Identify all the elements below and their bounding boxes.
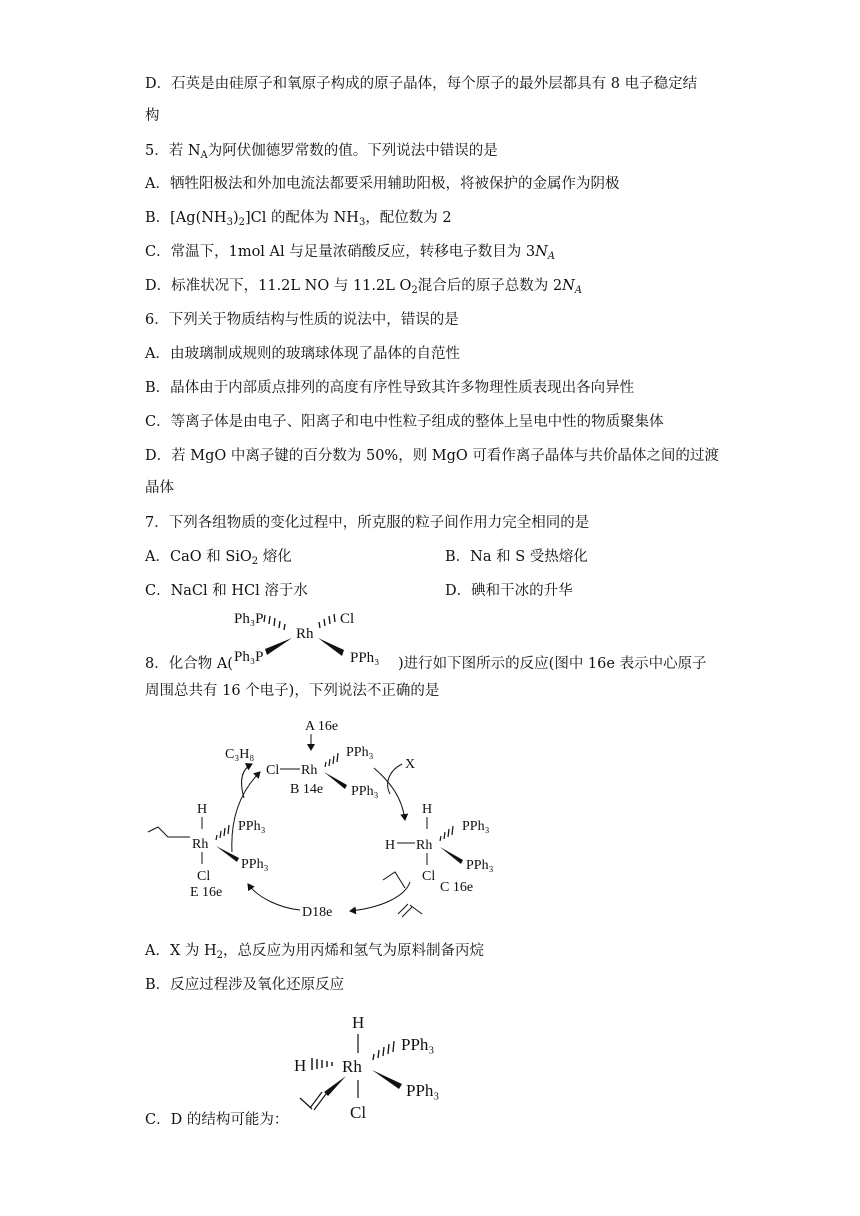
- compound-a-structure: [232, 606, 398, 668]
- a-cl: Cl: [340, 611, 355, 627]
- cycle-arrow-e-to-b: [232, 772, 260, 852]
- cycle-c-pph3-bottom: PPh₃: [466, 858, 494, 873]
- cycle-b-pph3-bottom: PPh₃: [351, 784, 379, 799]
- cycle-c-pph3-top: PPh₃: [462, 819, 490, 834]
- a-hashed-bond-right: [319, 614, 335, 628]
- q6-option-d-line1: D．若 MgO 中离子键的百分数为 50%，则 MgO 可看作离子晶体与共价晶体之间的过渡: [145, 448, 719, 464]
- q5-option-b: B．$[Ag(NH_3)_2]Cl$ 的配体为 $NH_3$，配位数为 2: [145, 210, 452, 228]
- q8-stem-line2: 周围总共有 16 个电子)，下列说法不正确的是: [145, 683, 440, 699]
- c-allyl-group: [300, 1092, 326, 1110]
- cycle-e-hashed-bond: [216, 825, 229, 840]
- cycle-c-h-left: H: [385, 838, 396, 853]
- q7-stem: 7．下列各组物质的变化过程中，所克服的粒子间作用力完全相同的是: [145, 515, 590, 531]
- c-rh: Rh: [342, 1057, 362, 1076]
- c-wedge-left: [324, 1076, 346, 1096]
- cycle-c3h8: C₃H₈: [225, 747, 255, 762]
- cycle-propene-lower: [398, 904, 422, 917]
- cycle-e-pph3-bottom: PPh₃: [241, 857, 269, 872]
- cycle-b-wedge: [324, 772, 347, 789]
- c-pph3-top: PPh₃: [401, 1035, 435, 1054]
- c-h-top: H: [352, 1013, 365, 1032]
- cycle-b-cl: Cl: [266, 763, 280, 778]
- a-ph3p-bottom: Ph₃P: [234, 649, 264, 665]
- q5-stem: 5．若 $N_A$为阿伏伽德罗常数的值。下列说法中错误的是: [145, 143, 498, 161]
- cycle-e-h: H: [197, 802, 208, 817]
- cycle-b-pph3-top: PPh₃: [346, 745, 374, 760]
- cycle-c-wedge: [440, 847, 463, 864]
- q5-option-c: C．常温下，1mol Al 与足量浓硝酸反应，转移电子数目为 $3N_A$: [145, 244, 556, 262]
- c-wedge-right: [372, 1070, 402, 1089]
- option-c-structure: [288, 1008, 468, 1124]
- cycle-e-cl: Cl: [197, 869, 211, 884]
- cycle-arrow-c3h8-release: [242, 764, 252, 798]
- cycle-e-pph3-top: PPh₃: [238, 819, 266, 834]
- cycle-c-cl: Cl: [422, 869, 436, 884]
- a-wedge-right: [318, 638, 344, 656]
- q4-option-d-line2: 构: [145, 108, 160, 124]
- a-ph3p-top: Ph₃P: [234, 611, 264, 627]
- cycle-e-rh: Rh: [192, 837, 209, 852]
- cycle-a-label: A 16e: [305, 719, 339, 734]
- a-pph3: PPh₃: [350, 650, 380, 666]
- a-rh: Rh: [296, 626, 314, 642]
- q7-option-d: D．碘和干冰的升华: [445, 583, 573, 599]
- q6-option-c: C．等离子体是由电子、阳离子和电中性粒子组成的整体上呈电中性的物质聚集体: [145, 414, 664, 430]
- c-hashed-bond-right: [373, 1041, 394, 1060]
- cycle-arrow-c-to-d: [350, 882, 410, 911]
- cycle-b-label: B 14e: [290, 782, 324, 797]
- cycle-d-label: D18e: [302, 905, 333, 920]
- q8-stem-line1-end: )进行如下图所示的反应(图中 16e 表示中心原子: [398, 656, 707, 672]
- cycle-e-label: E 16e: [190, 885, 223, 900]
- q8-option-c: C．D 的结构可能为：: [145, 1112, 289, 1128]
- c-h-left: H: [294, 1056, 307, 1075]
- c-hashed-bond-left: [312, 1058, 332, 1070]
- cycle-b-hashed-bond: [325, 753, 338, 767]
- q8-stem-line1-start: 8．化合物 A(: [145, 656, 233, 672]
- a-hashed-bond-left: [264, 615, 285, 630]
- cycle-arrow-d-to-e: [248, 884, 300, 910]
- cycle-arrow-x-in: [388, 764, 402, 794]
- q8-option-a: A．X 为 $H_2$，总反应为用丙烯和氢气为原料制备丙烷: [145, 943, 485, 961]
- cycle-c-hashed-bond: [440, 826, 453, 841]
- c-cl: Cl: [350, 1103, 367, 1122]
- cycle-c-rh: Rh: [416, 838, 433, 853]
- q8-option-b: B．反应过程涉及氧化还原反应: [145, 977, 345, 993]
- cycle-propene-upper: [383, 872, 405, 888]
- catalytic-cycle-diagram: [140, 712, 520, 922]
- q7-option-b: B．Na 和 S 受热熔化: [445, 549, 588, 565]
- cycle-c-label: C 16e: [440, 880, 474, 895]
- cycle-e-wedge: [216, 846, 239, 862]
- q7-option-c: C．NaCl 和 HCl 溶于水: [145, 583, 308, 599]
- cycle-e-propyl: [148, 827, 190, 837]
- cycle-b-rh: Rh: [301, 763, 318, 778]
- cycle-c-h-top: H: [422, 802, 433, 817]
- q4-option-d-line1: D．石英是由硅原子和氧原子构成的原子晶体，每个原子的最外层都具有 8 电子稳定结: [145, 76, 698, 92]
- q6-option-b: B．晶体由于内部质点排列的高度有序性导致其许多物理性质表现出各向异性: [145, 380, 635, 396]
- q6-option-d-line2: 晶体: [145, 480, 174, 496]
- q5-option-d: D．标准状况下，11.2L NO 与 11.2L $O_2$混合后的原子总数为 $2N_A$: [145, 278, 582, 296]
- q6-stem: 6．下列关于物质结构与性质的说法中，错误的是: [145, 312, 459, 328]
- q5-option-a: A．牺牲阳极法和外加电流法都要采用辅助阳极，将被保护的金属作为阴极: [145, 176, 620, 192]
- q6-option-a: A．由玻璃制成规则的玻璃球体现了晶体的自范性: [145, 346, 460, 362]
- a-wedge-left: [265, 638, 292, 655]
- q7-option-a: A．CaO 和 SiO$_2$ 熔化: [145, 549, 292, 567]
- cycle-x: X: [405, 757, 416, 772]
- c-pph3-bottom: PPh₃: [406, 1081, 440, 1100]
